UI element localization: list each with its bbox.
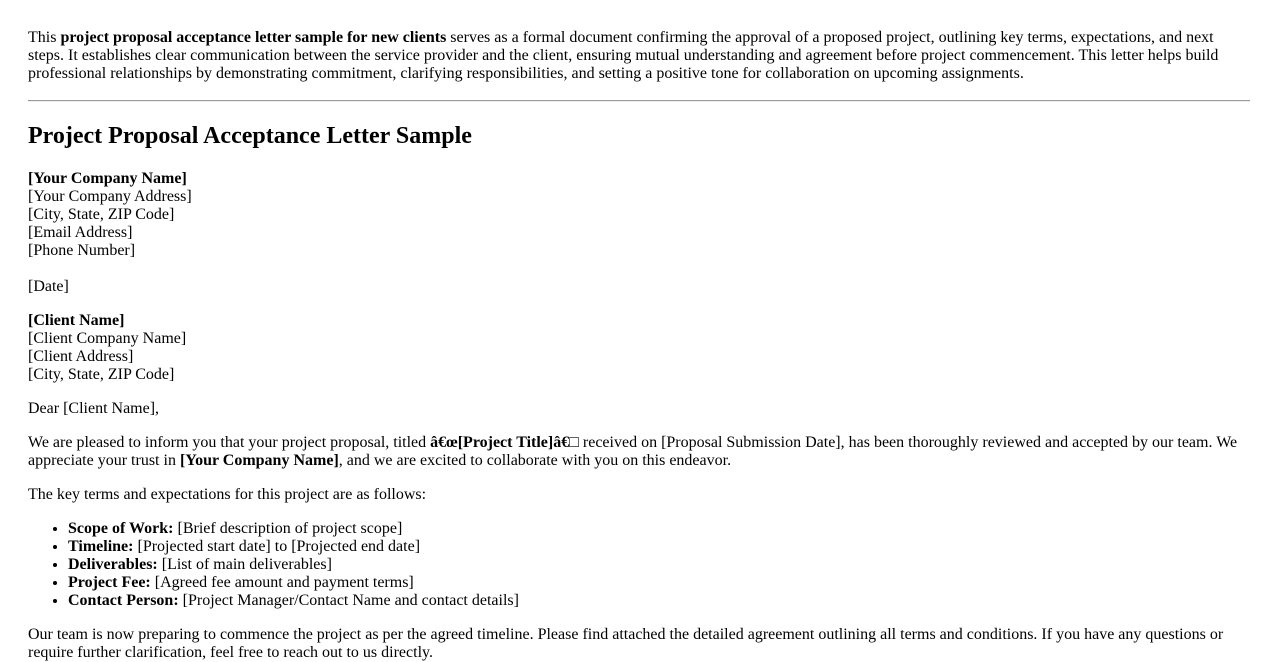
- term-label: Contact Person:: [68, 592, 179, 609]
- intro-rest: serves as a formal document confirming the approval of a proposed project, outlining key terms, expectations, and next steps. It establishes clear communication between the service provider and the client, ensuring mutual understanding and agreement before project commencement. This letter helps build professional relationships by demonstrating commitment, clarifying responsibilities, and setting a positive tone for collaboration on upcoming assignments.: [28, 29, 1219, 82]
- para1-text-1: We are pleased to inform you that your project proposal, titled: [28, 434, 431, 451]
- list-item: [68, 556, 1250, 574]
- sender-email: [Email Address]: [28, 224, 133, 241]
- list-item: [68, 592, 1250, 610]
- list-item: [68, 538, 1250, 556]
- sender-phone: [Phone Number]: [28, 242, 136, 259]
- salutation: Dear [Client Name],: [28, 400, 160, 417]
- closing-paragraph: Our team is now preparing to commence the project as per the agreed timeline. Please find attached the detailed agreement outlining all terms and conditions. If you have any questions or require further clarification, feel free to reach out to us directly.: [28, 626, 1224, 661]
- term-value: [Agreed fee amount and payment terms]: [150, 574, 414, 591]
- project-title-placeholder: â€œ[Project Title]â€□: [430, 434, 579, 451]
- para1-text-3: , and we are excited to collaborate with you on this endeavor.: [338, 452, 732, 469]
- intro-prefix: This: [28, 29, 61, 46]
- para1-text-2: received on [Proposal Submission Date], has been thoroughly reviewed and accepted by our team. We appreciate your trust in: [28, 434, 1238, 469]
- term-label: Project Fee:: [68, 574, 151, 591]
- term-value: [Brief description of project scope]: [173, 520, 403, 537]
- sender-company-name: [Your Company Name]: [28, 170, 187, 187]
- acceptance-paragraph: [28, 434, 1248, 470]
- recipient-name: [Client Name]: [28, 312, 125, 329]
- list-item: [68, 574, 1250, 592]
- intro-bold-phrase: project proposal acceptance letter sample for new clients: [60, 29, 447, 46]
- recipient-city: [City, State, ZIP Code]: [28, 366, 175, 383]
- list-item: [68, 520, 1250, 538]
- section-divider: [28, 100, 1250, 102]
- letter-date: [Date]: [28, 278, 69, 295]
- term-label: Deliverables:: [68, 556, 158, 573]
- term-value: [List of main deliverables]: [157, 556, 332, 573]
- term-label: Timeline:: [68, 538, 134, 555]
- letter-title: Project Proposal Acceptance Letter Sample: [28, 123, 472, 149]
- terms-list: [28, 520, 1250, 610]
- term-value: [Projected start date] to [Projected end date]: [133, 538, 421, 555]
- intro-paragraph: [28, 29, 1228, 83]
- term-label: Scope of Work:: [68, 520, 174, 537]
- terms-intro-paragraph: The key terms and expectations for this project are as follows:: [28, 486, 427, 503]
- term-value: [Project Manager/Contact Name and contact details]: [178, 592, 519, 609]
- sender-address: [Your Company Address]: [28, 188, 192, 205]
- date-block: [28, 278, 1250, 296]
- sender-block: [28, 170, 1250, 260]
- recipient-company: [Client Company Name]: [28, 330, 187, 347]
- recipient-address: [Client Address]: [28, 348, 134, 365]
- recipient-block: [28, 312, 1250, 384]
- company-name-placeholder: [Your Company Name]: [179, 452, 339, 469]
- sender-city: [City, State, ZIP Code]: [28, 206, 175, 223]
